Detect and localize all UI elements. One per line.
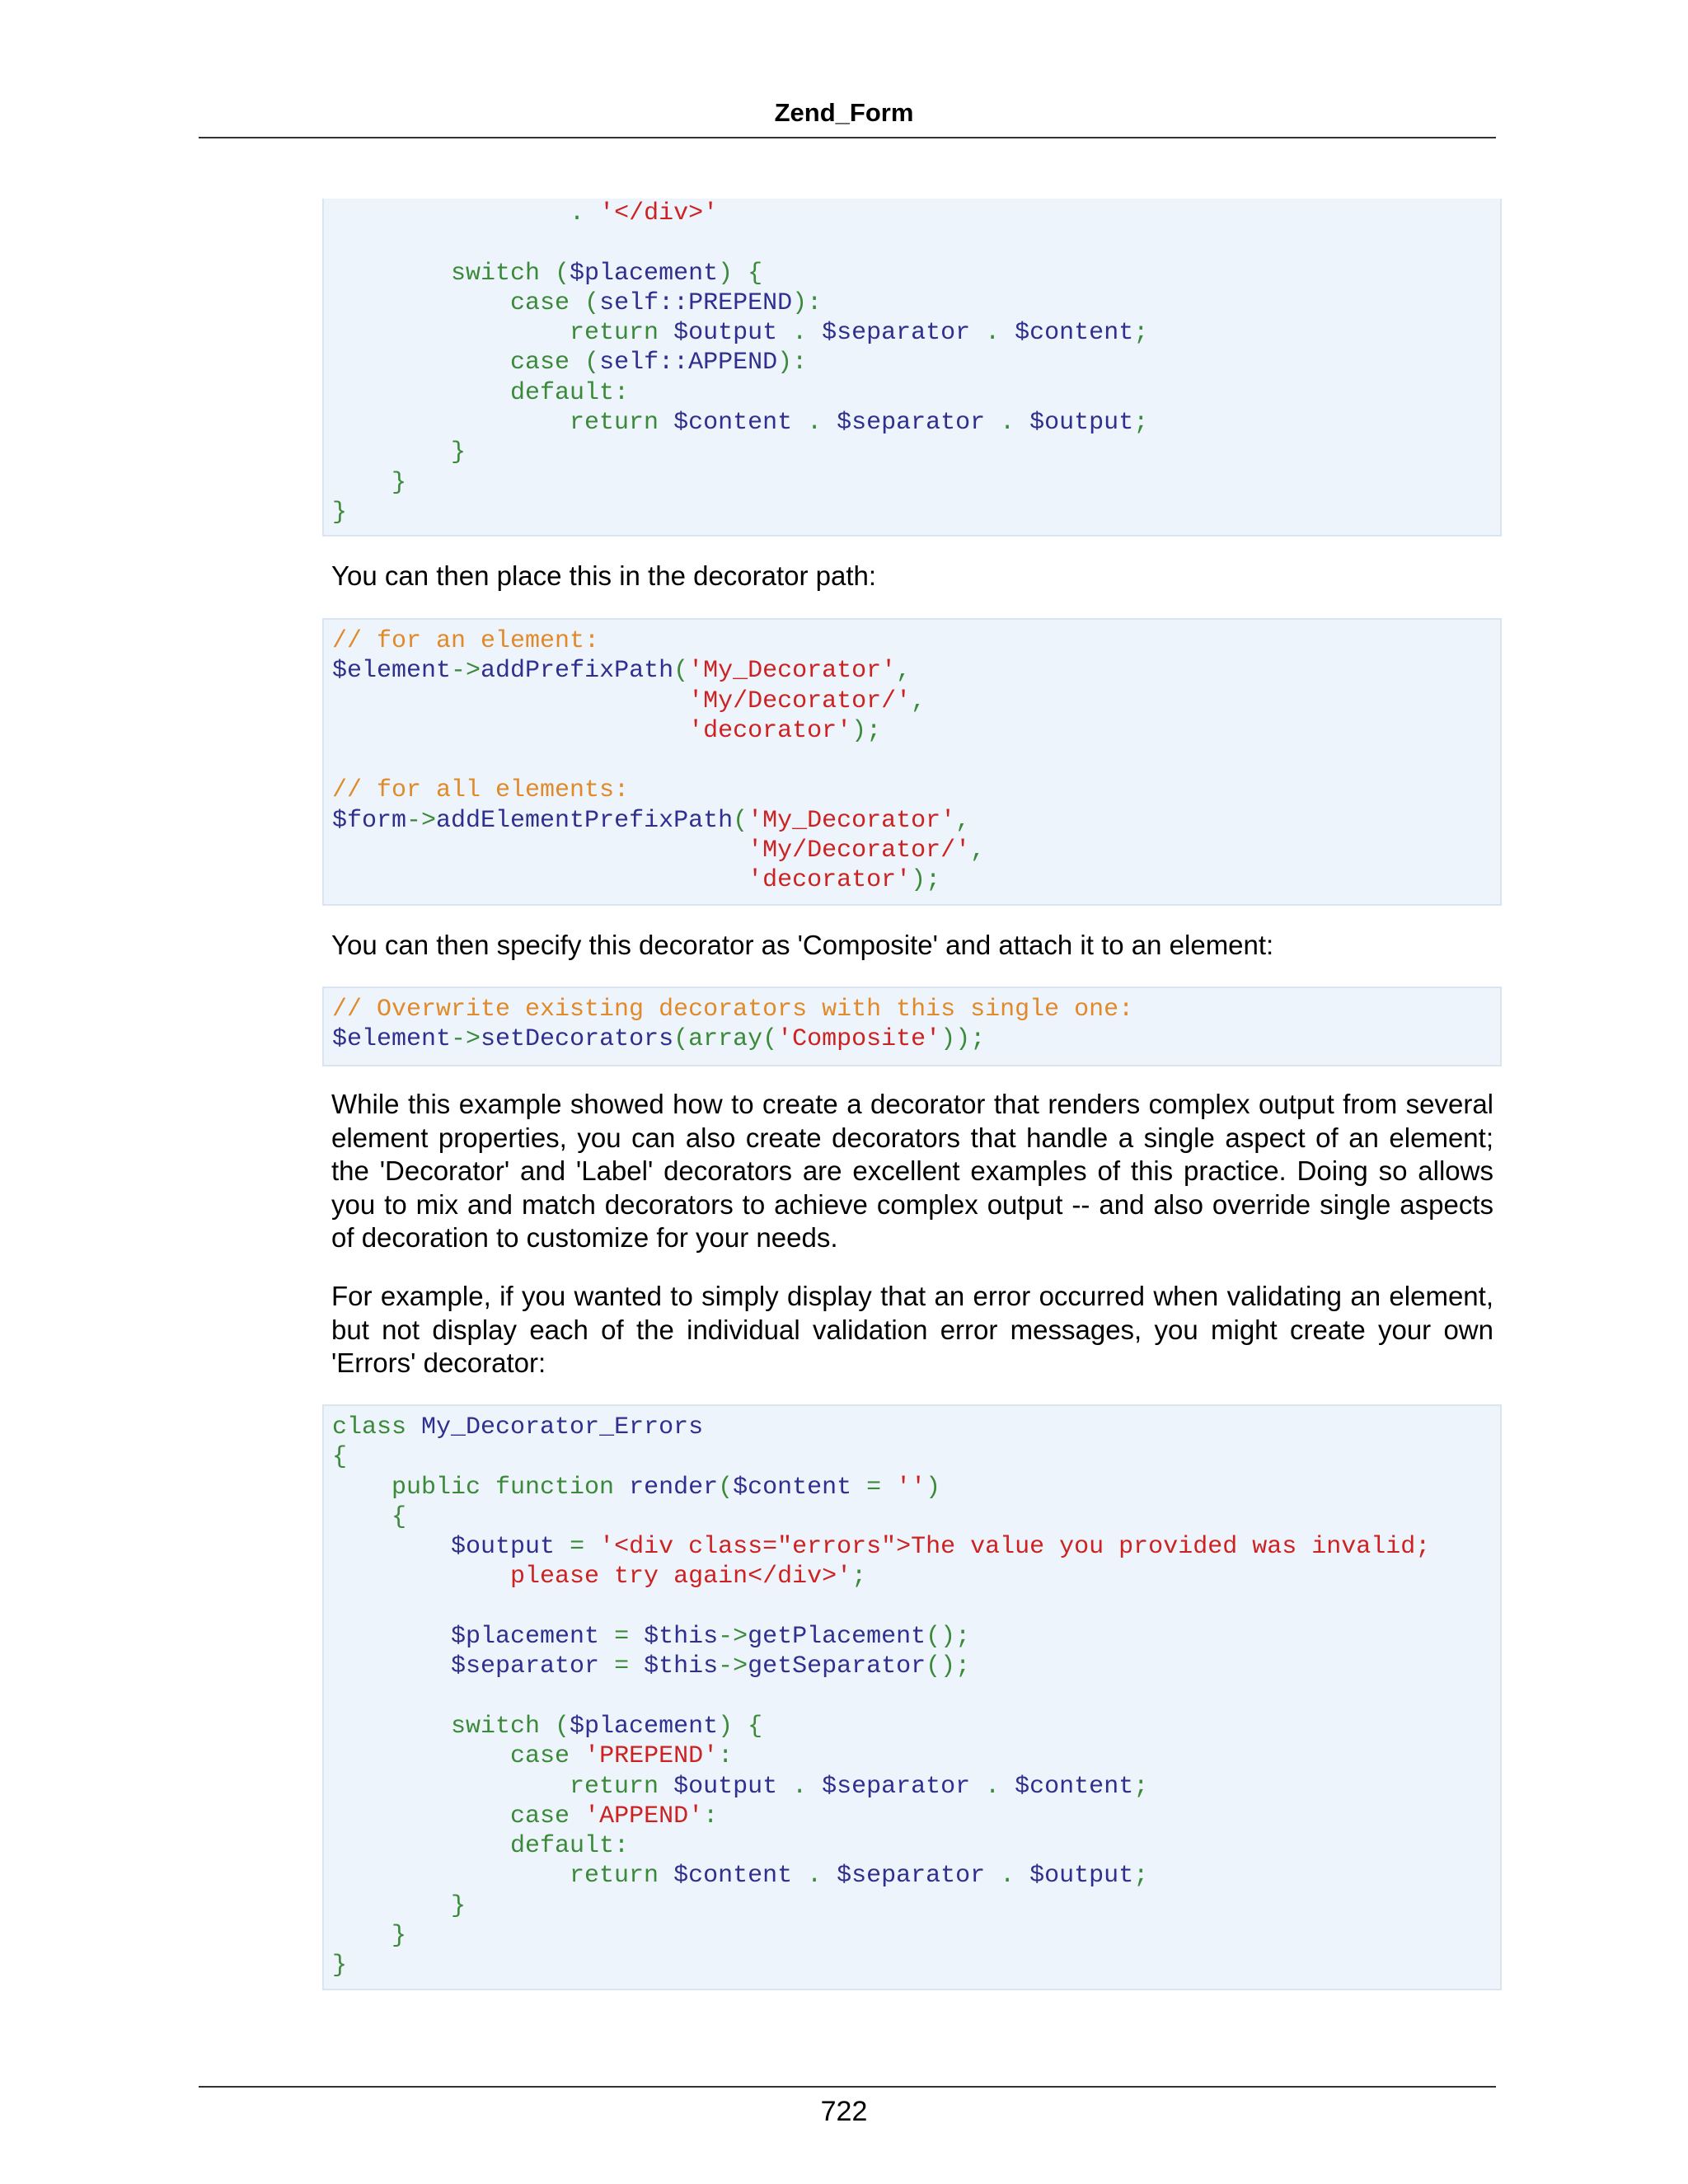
- code-token: (: [673, 657, 689, 686]
- code-token: ;: [1133, 409, 1149, 438]
- page-number: 722: [820, 2096, 868, 2127]
- code-token: =: [555, 1533, 600, 1562]
- code-token: ->: [406, 806, 437, 835]
- code-line: [332, 836, 1492, 865]
- code-token: .: [985, 1862, 1030, 1891]
- code-line: [332, 498, 1492, 527]
- code-token: ,: [896, 657, 912, 686]
- code-token: {: [332, 1443, 348, 1472]
- code-line: [332, 806, 1492, 836]
- code-line: [332, 995, 1492, 1024]
- code-token: // for all elements:: [332, 776, 630, 805]
- code-line: [332, 1413, 1492, 1442]
- code-token: self::PREPEND: [599, 288, 793, 317]
- code-token: // for an element:: [332, 627, 600, 655]
- code-token: addPrefixPath: [481, 657, 674, 686]
- code-token: getPlacement: [748, 1623, 926, 1652]
- code-token: ,: [955, 806, 971, 835]
- code-line: [332, 259, 1492, 288]
- code-token: ->: [718, 1652, 748, 1681]
- code-token: My_Decorator_Errors: [421, 1413, 704, 1441]
- code-token: $this: [644, 1623, 719, 1652]
- code-line: [332, 348, 1492, 377]
- code-token: ();: [926, 1652, 971, 1681]
- code-token: case (: [332, 288, 600, 317]
- code-token: default:: [332, 378, 630, 407]
- code-token: 'decorator': [688, 716, 852, 745]
- code-block-prefix-path: [322, 618, 1502, 906]
- code-line: [332, 716, 1492, 746]
- code-token: ;: [1133, 1862, 1149, 1891]
- code-token: =: [599, 1652, 645, 1681]
- code-line: [332, 1741, 1492, 1771]
- code-token: render: [629, 1473, 719, 1502]
- code-line: [332, 1921, 1492, 1951]
- code-token: ,: [970, 837, 986, 865]
- code-line: [332, 1652, 1492, 1681]
- code-token: .: [792, 1862, 837, 1891]
- code-token: '</div>': [599, 199, 719, 227]
- code-line: [332, 1831, 1492, 1861]
- code-token: [332, 866, 748, 894]
- code-token: $placement: [570, 259, 719, 288]
- code-token: $separator: [822, 319, 971, 348]
- code-token: [332, 687, 688, 715]
- code-token: :: [703, 1802, 719, 1830]
- code-token: ): [926, 1473, 941, 1502]
- code-token: class: [332, 1413, 422, 1441]
- code-block-set-decorators: [322, 987, 1502, 1066]
- code-line: [332, 626, 1492, 656]
- code-token: $element: [332, 657, 452, 686]
- code-token: 'My/Decorator/': [748, 837, 971, 865]
- code-token: ->: [451, 657, 481, 686]
- code-token: .: [970, 319, 1015, 348]
- code-token: .: [777, 319, 823, 348]
- code-line: [332, 746, 1492, 776]
- code-token: $content: [1015, 319, 1134, 348]
- code-token: ;: [1133, 319, 1149, 348]
- code-token: $content: [733, 1473, 852, 1502]
- code-token: public function: [332, 1473, 630, 1502]
- code-token: $form: [332, 806, 407, 835]
- code-line: [332, 438, 1492, 467]
- code-token: return: [332, 1772, 674, 1801]
- code-token: [332, 1533, 451, 1561]
- code-token: $output: [1029, 409, 1134, 438]
- header-rule: [199, 137, 1496, 138]
- code-token: $output: [1029, 1862, 1134, 1891]
- code-token: 'decorator': [748, 866, 912, 895]
- code-token: please try again</div>': [332, 1563, 852, 1591]
- code-token: ();: [926, 1623, 971, 1652]
- code-token: self::APPEND: [599, 349, 778, 377]
- code-token: $separator: [822, 1772, 971, 1801]
- code-line: [332, 1532, 1492, 1562]
- code-token: {: [332, 1502, 407, 1531]
- code-token: [332, 717, 688, 745]
- code-token: return: [332, 409, 674, 438]
- code-token: ):: [792, 288, 823, 317]
- code-token: ) {: [718, 1712, 763, 1741]
- code-token: 'PREPEND': [584, 1742, 719, 1771]
- code-token: );: [851, 716, 882, 745]
- code-line: [332, 1951, 1492, 1980]
- paragraph-composite: You can then specify this decorator as 'Composite' and attach it to an element:: [331, 930, 1274, 960]
- code-token: 'Composite': [777, 1025, 941, 1054]
- code-line: [332, 776, 1492, 805]
- code-token: 'APPEND': [584, 1802, 704, 1830]
- code-token: 'My_Decorator': [748, 806, 956, 835]
- code-line: [332, 288, 1492, 318]
- code-line: [332, 378, 1492, 408]
- code-token: '': [896, 1473, 926, 1502]
- code-token: .: [985, 409, 1030, 438]
- code-token: $element: [332, 1025, 452, 1054]
- code-token: .: [777, 1772, 823, 1801]
- code-line: [332, 1891, 1492, 1921]
- code-token: .: [970, 1772, 1015, 1801]
- code-token: $content: [1015, 1772, 1134, 1801]
- code-token: ):: [777, 349, 808, 377]
- code-token: 'My_Decorator': [688, 657, 897, 686]
- footer-rule: [199, 2086, 1496, 2088]
- code-token: ;: [851, 1563, 867, 1591]
- code-token: $content: [673, 409, 793, 438]
- code-token: $placement: [570, 1712, 719, 1741]
- code-token: // Overwrite existing decorators with this single one:: [332, 996, 1134, 1024]
- code-line: [332, 1024, 1492, 1054]
- code-token: }: [332, 1922, 407, 1951]
- code-token: }: [332, 1952, 348, 1980]
- code-token: $separator: [451, 1652, 600, 1681]
- code-token: ->: [718, 1623, 748, 1652]
- code-block-errors-decorator: [322, 1404, 1502, 1990]
- code-token: }: [332, 1891, 467, 1920]
- code-token: :: [718, 1742, 734, 1771]
- code-block-render-continuation: [322, 199, 1502, 537]
- code-token: .: [792, 409, 837, 438]
- code-token: }: [332, 438, 467, 467]
- code-line: [332, 1502, 1492, 1532]
- code-token: ;: [1133, 1772, 1149, 1801]
- code-token: $separator: [837, 1862, 986, 1891]
- code-token: ,: [911, 687, 926, 715]
- code-token: $output: [673, 319, 778, 348]
- code-token: [332, 1623, 451, 1651]
- code-line: [332, 1861, 1492, 1891]
- page-header-title: Zend_Form: [774, 98, 914, 127]
- paragraph-single-aspect: While this example showed how to create a decorator that renders complex output from several element properties, you can also create decorators that handle a single aspect of an element; the 'Decorator' and 'Label' decorators are excellent examples of this practice. Doing so allows you to mix and match decorators to achieve complex output -- and also override single aspects of decoration to customize for your needs.: [331, 1089, 1493, 1253]
- code-line: [332, 1562, 1492, 1591]
- code-line: [332, 228, 1492, 258]
- code-token: $this: [644, 1652, 719, 1681]
- code-token: default:: [332, 1832, 630, 1861]
- code-token: case: [332, 1742, 585, 1771]
- code-line: [332, 1442, 1492, 1472]
- code-line: [332, 1592, 1492, 1622]
- code-token: =: [599, 1623, 645, 1652]
- code-token: case (: [332, 349, 600, 377]
- code-line: [332, 656, 1492, 686]
- paragraph-decorator-path: You can then place this in the decorator path:: [331, 560, 877, 591]
- code-token: addElementPrefixPath: [436, 806, 734, 835]
- code-line: [332, 865, 1492, 895]
- code-token: array: [688, 1025, 763, 1054]
- code-token: $placement: [451, 1623, 600, 1652]
- code-token: ->: [451, 1025, 481, 1054]
- code-token: (: [718, 1473, 734, 1502]
- code-line: [332, 318, 1492, 348]
- code-token: (: [733, 806, 748, 835]
- code-token: =: [851, 1473, 897, 1502]
- code-token: [332, 1652, 451, 1680]
- code-token: $output: [451, 1533, 556, 1562]
- code-token: ) {: [718, 259, 763, 288]
- paragraph-errors-example: For example, if you wanted to simply display that an error occurred when validating an element, but not display each of the individual validation error messages, you might create your own 'Errors' decorator:: [331, 1281, 1493, 1378]
- code-line: [332, 1682, 1492, 1712]
- code-token: getSeparator: [748, 1652, 926, 1681]
- code-token: return: [332, 1862, 674, 1891]
- code-token: 'My/Decorator/': [688, 687, 912, 715]
- code-token: return: [332, 319, 674, 348]
- code-token: [332, 837, 748, 865]
- code-token: );: [911, 866, 941, 895]
- code-token: .: [332, 199, 600, 227]
- code-token: (: [762, 1025, 778, 1054]
- code-line: [332, 468, 1492, 498]
- code-line: [332, 1802, 1492, 1831]
- code-token: $separator: [837, 409, 986, 438]
- code-token: '<div class="errors">The value you provided was invalid;: [599, 1533, 1431, 1562]
- code-token: switch (: [332, 259, 570, 288]
- code-line: [332, 199, 1492, 228]
- code-line: [332, 687, 1492, 716]
- code-token: ));: [940, 1025, 986, 1054]
- code-token: }: [332, 468, 407, 497]
- code-line: [332, 1712, 1492, 1741]
- code-token: case: [332, 1802, 585, 1830]
- code-token: switch (: [332, 1712, 570, 1741]
- code-token: setDecorators: [481, 1025, 674, 1054]
- code-token: }: [332, 498, 348, 527]
- code-line: [332, 1622, 1492, 1652]
- code-line: [332, 1772, 1492, 1802]
- code-token: (: [673, 1025, 689, 1054]
- code-token: $content: [673, 1862, 793, 1891]
- code-line: [332, 1473, 1492, 1502]
- code-line: [332, 408, 1492, 438]
- code-token: $output: [673, 1772, 778, 1801]
